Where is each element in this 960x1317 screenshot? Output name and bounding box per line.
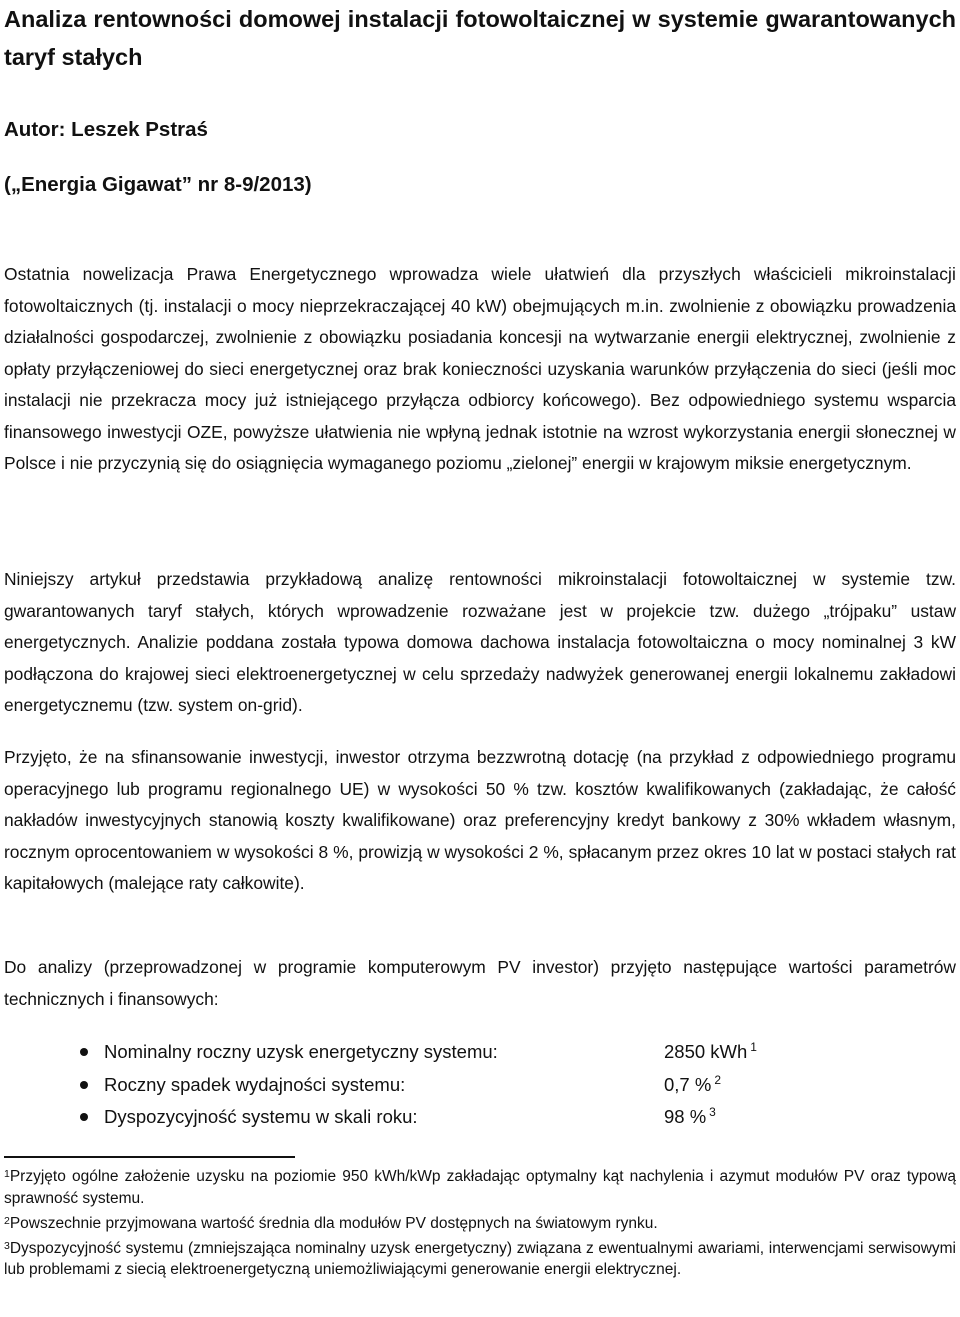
footnote-number: 1 [4,1168,10,1180]
footnotes [4,1166,956,1284]
bullet-icon [80,1113,88,1121]
list-item [4,1069,956,1102]
list-item [4,1101,956,1134]
list-item [4,1036,956,1069]
paragraph-article-scope: Niniejszy artykuł przedstawia przykładową analizę rentowności mikroinstalacji fotowoltaicznej w systemie tzw. gwarantowanych taryf stałych, których wprowadzenie rozważane jest w projekcie tzw. dużego „trójpaku” ustaw energetycznych. Analizie poddana została typowa domowa dachowa instalacja fotowoltaiczna o mocy nominalnej 3 kW podłączona do krajowej sieci elektroenergetycznej w celu sprzedaży nadwyżek generowanej energii lokalnemu zakładowi energetycznemu (tzw. system on-grid). [4,569,956,715]
author-line: Autor: Leszek Pstraś [4,118,208,141]
bullet-icon [80,1081,88,1089]
footnote-ref[interactable]: 3 [709,1105,716,1119]
paragraph-intro-body: zwolnienie z obowiązku prowadzenia działalności gospodarczej, zwolnienie z obowiązku posiadania koncesji na wytwarzanie energii elektrycznej, zwolnienie z opłaty przyłączeniowej do sieci energetycznej oraz brak konieczności uzyskania warunków przyłączenia do sieci (jeśli moc instalacji nie przekracza mocy już istniejącego przyłącza odbiorcy końcowego). Bez odpowiedniego systemu wsparcia finansowego inwestycji OZE, powyższe ułatwienia nie wpłyną jednak istotnie na wzrost wykorzystania energii słonecznej w Polsce i nie przyczynią się do osiągnięcia wymaganego poziomu „zielonej” energii w krajowym miksie energetycznym. [4,295,956,473]
bullet-icon [80,1048,88,1056]
parameter-label: Dyspozycyjność systemu w skali roku: [104,1106,418,1127]
paragraph-intro [4,259,956,480]
footnote-text: Dyspozycyjność systemu (zmniejszająca nominalny uzysk energetyczny) związana z ewentualnymi awariami, interwencjami serwisowymi lub problemami z siecią elektroenergetyczną uniemożliwiającymi generowanie energii elektrycznej. [4,1239,956,1278]
parameter-label: Nominalny roczny uzysk energetyczny systemu: [104,1041,498,1062]
footnote-number: 2 [4,1214,10,1227]
parameter-value: 2850 kWh $^1$ [664,1040,757,1062]
footnote-text: Przyjęto ogólne założenie uzysku na poziomie 950 kWh/kWp zakładając optymalny kąt nachylenia i azymut modułów PV oraz typową sprawność systemu. [4,1168,956,1207]
footnote [4,1213,956,1235]
footnote-text: Powszechnie przyjmowana wartość średnia dla modułów PV dostępnych na światowym rynku. [9,1214,658,1232]
document-page [4,0,956,1278]
parameter-value: 0,7 % $^2$ [664,1072,721,1095]
source-line: („Energia Gigawat” nr 8-9/2013) [4,173,312,196]
footnote-divider [4,1156,295,1158]
footnote [4,1166,956,1209]
footnote-ref[interactable]: 2 [714,1072,721,1087]
parameter-label: Roczny spadek wydajności systemu: [104,1073,406,1095]
paragraph-intro-lead: Ostatnia nowelizacja Prawa Energetycznego wprowadza wiele ułatwień dla przyszłych właścicieli mikroinstalacji fotowoltaicznych (tj. instalacji o mocy nieprzekraczającej 40 kW) obejmujących m.in. [4,264,956,316]
footnote-number: 3 [4,1239,10,1252]
paragraph-parameters-intro: Do analizy (przeprowadzonej w programie komputerowym PV investor) przyjęto następujące wartości parametrów technicznych i finansowych: [4,957,956,1009]
parameters-list [4,1036,956,1134]
parameter-value: 98 % $^3$ [664,1105,716,1127]
paragraph-financing: Przyjęto, że na sfinansowanie inwestycji, inwestor otrzyma bezzwrotną dotację (na przykład z odpowiedniego programu operacyjnego lub programu regionalnego UE) w wysokości 50 % tzw. kosztów kwalifikowanych (zakładając, że całość nakładów inwestycyjnych stanowią koszty kwalifikowane) oraz preferencyjny kredyt bankowy z 30% wkładem własnym, rocznym oprocentowaniem w wysokości 8 %, prowizją w wysokości 2 %, spłacanym przez okres 10 lat w postaci stałych rat kapitałowych (malejące raty całkowite). [4,747,956,893]
document-title: Analiza rentowności domowej instalacji fotowoltaicznej w systemie gwarantowanych taryf stałych [4,6,956,70]
footnote [4,1238,956,1281]
footnote-ref[interactable]: 1 [750,1040,757,1054]
